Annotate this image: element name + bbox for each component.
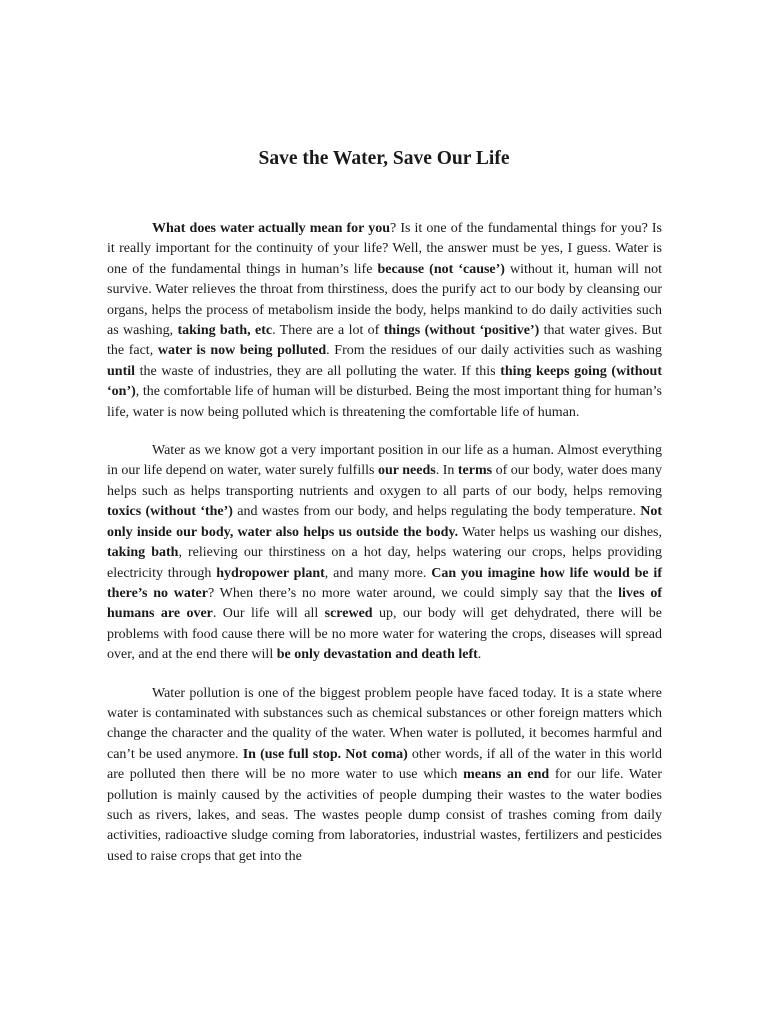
bold-text-run: terms bbox=[457, 463, 493, 479]
bold-text-run: means an end bbox=[463, 767, 550, 783]
bold-text-run: thing keeps going (without ‘on’) bbox=[107, 363, 662, 400]
text-run: Water helps us washing our dishes, bbox=[458, 524, 662, 540]
text-run: of our body, water does many helps such as helps transporting nutrients and oxygen to all parts of our body, helps removing bbox=[107, 463, 662, 499]
text-run: that water gives. But the fact, bbox=[107, 323, 663, 359]
document-title: Save the Water, Save Our Life bbox=[258, 148, 510, 169]
bold-text-run: Not only inside our body, water also helps us outside the body. bbox=[107, 504, 662, 540]
text-run: ? Is it one of the fundamental things for you? Is it really important for the continuity of your life? Well, the answer must be yes, I guess. Water is one of the fundamental things in human’s life bbox=[107, 221, 662, 277]
text-run: for our life. Water pollution is mainly caused by the activities of people dumping their wastes to the water bodies such as rivers, lakes, and seas. The wastes people dump consist of trashes coming from daily activities, radioactive sludge coming from laboratories, industrial wastes, fertilizers and pesticides used to raise crops that get into the bbox=[107, 767, 662, 864]
paragraph-2 bbox=[107, 441, 662, 665]
text-run: and wastes from our body, and helps regulating the body temperature. bbox=[232, 504, 641, 520]
text-run: Water as we know got a very important position in our life as a human. Almost everything in our life depend on water, water surely fulfills bbox=[107, 443, 662, 479]
bold-text-run: our needs bbox=[377, 463, 436, 479]
text-run: . bbox=[477, 647, 482, 663]
text-run: , relieving our thirstiness on a hot day, helps watering our crops, helps providing electricity through bbox=[107, 545, 662, 581]
text-run: , the comfortable life of human will be disturbed. Being the most important thing for human’s life, water is now being polluted which is threatening the comfortable life of human. bbox=[107, 384, 662, 420]
text-run: . In bbox=[435, 463, 458, 479]
bold-text-run: hydropower plant bbox=[216, 565, 325, 581]
bold-text-run: be only devastation and death left bbox=[276, 647, 478, 663]
text-run: ? When there’s no more water around, we could simply say that the bbox=[207, 585, 619, 601]
bold-text-run: Can you imagine how life would be if there’s no water bbox=[107, 565, 662, 601]
text-run: . Our life will all bbox=[212, 606, 325, 622]
bold-text-run: taking bath bbox=[107, 545, 179, 561]
bold-text-run: screwed bbox=[324, 606, 373, 622]
bold-text-run: water is now being polluted bbox=[157, 343, 327, 359]
bold-text-run: taking bath, etc bbox=[177, 323, 273, 339]
bold-text-run: lives of humans are over bbox=[107, 585, 662, 622]
bold-text-run: until bbox=[107, 363, 136, 379]
bold-text-run: things (without ‘positive’) bbox=[383, 323, 540, 339]
text-run: Water pollution is one of the biggest problem people have faced today. It is a state where water is contaminated with substances such as chemical substances or other foreign matters which change the character and the quality of the water. When water is polluted, it becomes harmful and can’t be used anymore. bbox=[107, 685, 662, 762]
paragraph-3 bbox=[107, 684, 662, 868]
document-body bbox=[107, 219, 662, 885]
text-run: up, our body will get dehydrated, there will be problems with food cause there will be no more water for watering the crops, diseases will spread over, and at the end there will bbox=[107, 606, 662, 663]
paragraph-1 bbox=[107, 219, 662, 423]
text-run: , and many more. bbox=[324, 565, 432, 581]
text-run: other words, if all of the water in this world are polluted then there will be no more water to use which bbox=[107, 746, 663, 783]
bold-text-run: What does water actually mean for you bbox=[152, 221, 390, 236]
bold-text-run: toxics (without ‘the’) bbox=[107, 504, 233, 520]
bold-text-run: In (use full stop. Not coma) bbox=[242, 746, 408, 762]
text-run: . From the residues of our daily activities such as washing bbox=[326, 343, 662, 359]
text-run: the waste of industries, they are all polluting the water. If this bbox=[135, 363, 501, 379]
text-run: without it, human will not survive. Water relieves the throat from thirstiness, does the purify act to our body by cleansing our organs, helps the process of metabolism inside the body, helps mankind to do daily activities such as washing, bbox=[107, 261, 662, 339]
text-run: . There are a lot of bbox=[272, 323, 384, 339]
bold-text-run: because (not ‘cause’) bbox=[377, 261, 505, 277]
